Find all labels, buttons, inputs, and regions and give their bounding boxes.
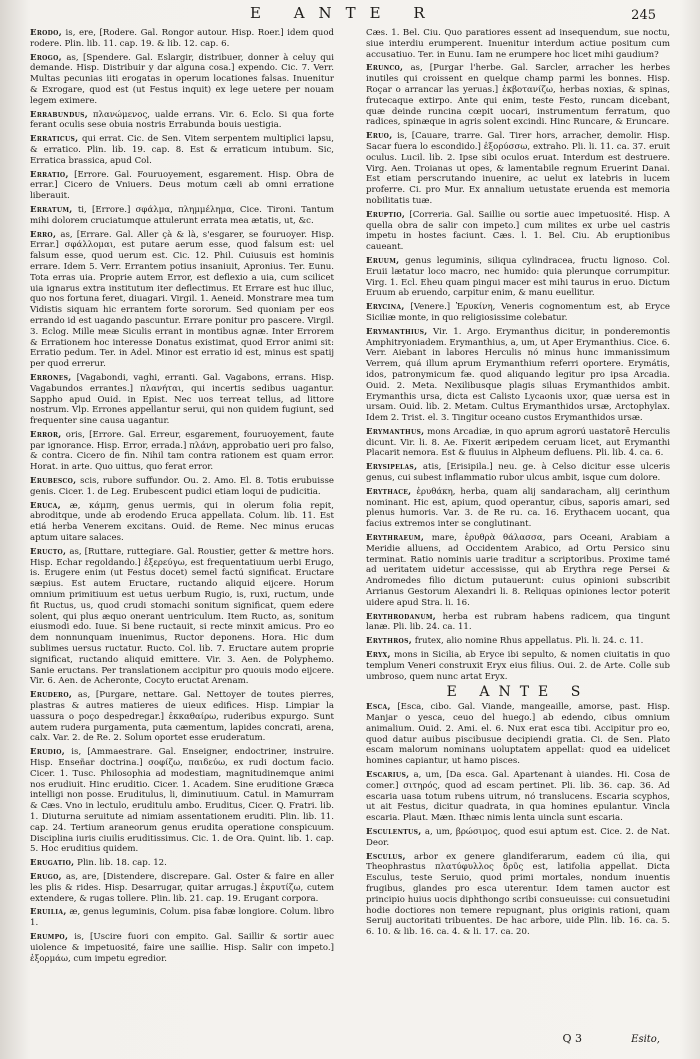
dictionary-entry (366, 650, 670, 682)
entry-headword: Erycina, (366, 302, 405, 313)
dictionary-entry (366, 533, 670, 609)
entry-headword: Erumpo, (30, 931, 69, 942)
dictionary-entry (30, 170, 334, 202)
entry-text: πλανώμενος, ualde errans. Vir. 6. Eclo. Si qua forte ferant oculis sese obuia nostris Errabunda bouis uestigia. (30, 109, 335, 131)
entry-text: [Vagabondi, vaghi, erranti. Gal. Vagabons, errans. Hisp. Vagabundos errantes.] πλανήται, qui incertis sedibus uagantur. Sappho apud Ouid. in Epist. Nec uos terreat tellus, ad littore nostrum. Vlp. Errones appellantur serui, qui non quidem fugiunt, sed frequenter sine causa uagantur. (30, 372, 334, 427)
entry-headword: Erythace, (366, 486, 412, 497)
entry-headword: Esculentus, (366, 826, 422, 837)
entry-headword: Eruptio, (366, 209, 406, 220)
dictionary-entry (366, 702, 670, 767)
entry-text: frutex, alio nomine Rhus appellatus. Pli. li. 24. c. 11. (414, 636, 644, 647)
entry-headword: Erudio, (30, 747, 66, 758)
entry-text: is, [Cauare, trarre. Gal. Tirer hors, arracher, demolir. Hisp. Sacar fuera lo escondido.] ἐξορύσσω, extraho. Pli. li. 11. ca. 37. eruit oculus. Lucil. lib. 2. Ipse sibi oculos eruat. Interdum est destruere. Virg. Aen. Troianas ut opes, & lamentabile regnum Eruerint Danai. Est etiam perscrutando inuenire, ac uelut ex latebris in lucem proferre. Ci. pro Mur. Ex annalium uetustate eruenda est memoria nobilitatis tuæ. (366, 131, 671, 206)
entry-text: is, ere, [Rodere. Gal. Rongor autour. Hisp. Roer.] idem quod rodere. Plin. lib. 11. cap. 19. & lib. 12. cap. 6. (30, 28, 335, 49)
entry-text: [Errore. Gal. Fouruoyement, esgarement. Hisp. Obra de errar.] Cicero de Vniuers. Deus motum cæli ab omni erratione liberauit. (30, 169, 334, 202)
entry-text: as, [Spendere. Gal. Eslargir, distribuer, donner à celuy qui demande. Hisp. Distribuir y dar alguna cosa.] expendo. Cic. 7. Verr. Multas pecunias iiti erogatas in operum locationes falsas. Inuenitur & Exrogare, quod est (ut Festus inquit) ex lege uetere per nouam legem eximere. (30, 52, 335, 106)
dictionary-entry (366, 770, 670, 824)
entry-headword: Erubesco, (30, 476, 77, 487)
dictionary-entry (30, 110, 334, 132)
entry-text: mare, ἐρυθρὰ θάλασσα, pars Oceani, Arabiam a Meridie alluens, ad Occidentem Arabico, ad Ortu Persico sinu terminat. Ratio nominis uarie traditur a scriptoribus. Proxime tamé ad ueritatem uidetur accessisse, qui ab Erythra rege Persei & Andromedes filio dictum putauerunt: cuius opinioni subscribit Arrianus Gestorum Alexandri li. 8. Reliquas opiniones lector poterit uidere apud Stra. li. 16. (366, 533, 670, 608)
dictionary-entry (30, 501, 334, 544)
entry-headword: Erythraeum, (366, 533, 425, 544)
signature-mark: Q 3 (562, 1032, 582, 1045)
entry-text: Plin. lib. 18. cap. 12. (77, 858, 167, 869)
entry-headword: Esca, (366, 702, 391, 713)
dictionary-entry (30, 872, 334, 904)
section-heading: E ANTE S (446, 684, 590, 701)
entry-headword: Erymanthius, (366, 326, 428, 337)
entry-text: ἐρυθάκη, herba, quam alij sandaracham, alij cerinthum nominant. Hic est, apium, quod operantur, cibus, saporis amari, sed plenus humoris. Var. 3. de Re ru. ca. 16. Erythacem uocant, qua facius extremos inter se conglutinant. (366, 486, 670, 530)
dictionary-entry (366, 131, 670, 207)
dictionary-entry (366, 302, 670, 324)
page-number: 245 (631, 8, 656, 23)
dictionary-entry (30, 476, 334, 498)
entry-headword: Erythros, (366, 636, 413, 647)
dictionary-entry (30, 134, 334, 166)
entry-headword: Escarius, (366, 770, 410, 780)
dictionary-entry (366, 852, 670, 938)
right-column (366, 28, 670, 941)
entry-headword: Eruo, (366, 131, 393, 142)
entry-text: as, [Ruttare, ruttegiare. Gal. Roustier, getter & mettre hors. Hisp. Echar regoldando.] ἐξερεύγω, est frequentatiuum uerbi Erugo, is. Erugere enim (ut Festus docet) semel factú significat. Eructare sæpius. Est autem Eructare, ructando aliquid eijcere. Horum omnium primitiuum est uetus uerbum Rugio, is, ruxi, ructum, unde fit Ructus, us, quod crudi stomachi sonitum significat, quem edere solent, qui plus æquo onerant uentriculum. Item Ructo, as, sonitum eiusmodi edo. Iuue. Si bene ructauit, si recte minxit amicus. Pro eo dem nonnunquam inuenimus, Ructor deponens. Hora. Hic dum sublimes uersus ructatur. Ructo. Col. lib. 7. Eructare autem proprie significat, ructando aliquid emittere. Vir. 3. Aen. de Polyphemo. Sanie eructans. Per translationem accipitur pro quouis modo eijcere. Vir. 6. Aen. de Acheronte, Cocyto eructat Arenam. (30, 546, 334, 687)
entry-headword: Erraticus, (30, 134, 79, 145)
entry-text: a, um, [Da esca. Gal. Apartenant à uiandes. Hi. Cosa de comer.] σιτηρός, quod ad escam pertinet. Pli. lib. 36. cap. 36. Ad escaria uasa totum rubens uitrum, nó translucens. Escaria scyphos, ut ait Festus, dicitur quadrata, in qua homines epulantur. Vincla escaria. Plaut. Mæn. Ithæc nimis lenta uincla sunt escaria. (366, 770, 671, 824)
entry-headword: Erratio, (30, 169, 69, 180)
dictionary-entry (366, 28, 670, 60)
entry-text: is, [Uscire fuori con empito. Gal. Saillir & sortir auec uiolence & impetuosité, faire une saillie. Hisp. Salir con impeto.] ἐξορμάω, cum impetu egredior. (30, 931, 334, 964)
dictionary-entry (30, 230, 334, 370)
dictionary-entry (30, 690, 334, 744)
running-head (0, 4, 700, 24)
dictionary-entry (30, 747, 334, 855)
entry-text: a, um, βρώσιμος, quod esui aptum est. Cice. 2. de Nat. Deor. (366, 826, 670, 848)
entry-headword: Erunco, (366, 63, 404, 74)
entry-headword: Erratum, (30, 204, 73, 215)
entry-text: mons Arcadiæ, in quo aprum agrorú uastatorē Herculis dicunt. Vir. li. 8. Ae. Fixerit æripedem ceruam licet, aut Erymanthi Placarit nemora. Est & fluuius in Alpheum defluens. Pli. lib. 4. ca. 6. (366, 426, 670, 459)
dictionary-entry (30, 547, 334, 687)
dictionary-entry (30, 205, 334, 227)
entry-text: atis, [Erisipila.] neu. ge. à Celso dicitur esse ulceris genus, cui subest inflammatio rubor ulcus ambit, isque cum dolore. (366, 462, 671, 484)
entry-headword: Erudero, (30, 690, 73, 701)
dictionary-entry (30, 53, 334, 107)
dictionary-entry (366, 327, 670, 424)
entry-text: [Esca, cibo. Gal. Viande, mangeaille, amorse, past. Hisp. Manjar o yesca, ceuo del huego.] ab edendo, cibus omnium animalium. Ouid. 2. Ami. el. 6. Nux erat esca tibi. Accipitur pro eo, quod datur auibus piscibusue decipiendi gratia. Ci. de Sen. Plato escam malorum nominans uoluptatem appellat: quod ea uidelicet homines capiantur, ut hamo pisces. (366, 702, 670, 767)
dictionary-entry (30, 373, 334, 427)
entry-text: ti, [Errore.] σφάλμα, πλημμέλημα, Cice. Tironi. Tantum mihi dolorem cruciatumque attulerunt errata mea ætatis, ut, &c. (30, 204, 334, 226)
entry-headword: Esculus, (366, 851, 406, 862)
catchword: Esito, (631, 1034, 660, 1045)
entry-headword: Error, (30, 429, 62, 440)
entry-headword: Eruca, (30, 500, 61, 511)
entry-headword: Eruum, (366, 255, 400, 266)
entry-text: [Correria. Gal. Saillie ou sortie auec impetuosité. Hisp. A quella obra de salir con impeto.] cum milites ex urbe uel castris impetu in hostes faciunt. Cæs. l. 1. Bel. Ciu. Ab eruptionibus caueant. (366, 209, 670, 253)
entry-text: mons in Sicilia, ab Eryce ibi sepulto, & nomen ciuitatis in quo templum Veneri construxit Eryx eius filius. Oui. 2. de Arte. Colle sub umbroso, quem nunc artat Eryx. (366, 650, 671, 682)
entry-text: scis, rubore suffundor. Ou. 2. Amo. El. 8. Totis erubuisse genis. Cicer. 1. de Leg. Erubescent pudici etiam loqui de pudicitia. (30, 476, 334, 497)
dictionary-entry (30, 28, 334, 50)
entry-headword: Errabundus, (30, 109, 89, 120)
entry-text: is, [Ammaestrare. Gal. Enseigner, endoctriner, instruire. Hisp. Enseñar doctrina.] σοφίζω, παιδεύω, ex rudi doctum facio. Cicer. 1. Tusc. Philosophia ad modestiam, magnitudinemque animi nos erudiuit. Hinc eruditio. Cicer. 1. Academ. Sine eruditione Græca intelligi non posse. Eruditulus, li, diminutiuum. Catul. in Mamurram & Cæs. Vno in lectulo, eruditulu ambo. Eruditus, Cicer. Q. Fratri. lib. 1. Diuturna seruitute ad nimiam assentationem eruditi. Plin. lib. 11. cap. 24. Tertium araneorum genus erudita operatione conspicuum. Disciplina iuris ciuilis eruditissimus. Cic. 1. de Ora. Quint. lib. 1. cap. 5. Hoc eruditius quidem. (30, 747, 335, 855)
dictionary-entry (366, 256, 670, 299)
dictionary-entry (366, 827, 670, 849)
dictionary-entry (366, 63, 670, 128)
dictionary-entry (30, 430, 334, 473)
entry-text: oris, [Errore. Gal. Erreur, esgarement, fouruoyement, faute par ignorance. Hisp. Error, errada.] πλάνη, approbatio ueri pro falso, & contra. Cicero de fin. Nihil tam contra rationem est quam error. Horat. in arte. Quo uittus, quo ferat error. (30, 429, 334, 473)
running-head-title: E ANTE R (250, 4, 439, 22)
dictionary-entry (366, 612, 670, 634)
dictionary-entry (366, 487, 670, 530)
dictionary-entry (366, 210, 670, 253)
entry-headword: Erogo, (30, 52, 62, 63)
dictionary-entry (366, 427, 670, 459)
entry-text: æ, κάμπη, genus uermis, qui in olerum folia repit, abroditque, unde ab erodendo Eruca appellata. Colum. lib. 11. Est etiá herba Venerem excitans. Ouid. de Reme. Nec minus erucas aptum uitare salaces. (30, 500, 334, 544)
entry-text: æ, genus leguminis, Colum. pisa fabæ longiore. Colum. libro 1. (30, 907, 334, 929)
entry-headword: Eructo, (30, 546, 67, 557)
entry-text: as, [Errare. Gal. Aller çà & là, s'esgarer, se fouruoyer. Hisp. Errar.] σφάλλομαι, est putare aerum esse, quod falsum est: uel falsum esse, quod uerum est. Cic. 12. Phil. Cuiusuis est hominis errare. Idem 5. Verr. Errantem potius insaniuit, Apronius. Ter. Eunu. Tota erras uia. Proprie autem Error, est deflexio a uia, cum scilicet uia ignarus extra institutum iter deflectimus. Et Errare est huc illuc, quo nos fortuna feret, diuagari. Virgil. 1. Aeneid. Monstrare mea tum Vidistis siquam hic errantem forte sororum. Sed quoniam per eos errando id est uagando pascuntur. Errare ponitur pro pascere. Virgil. 3. Eclog. Mille meæ Siculis errant in montibus agnæ. Inter Errorem & Errationem hoc interesse Donatus existimat, quod Error animi sit: Erratio pedum. Ter. in Adel. Minor est erratio id est, minus est spatij per quod errerur. (30, 229, 335, 370)
entry-text: Cæs. 1. Bel. Ciu. Quo paratiores essent ad insequendum, sue noctu, siue interdiu erumperent. Inuenitur interdum actiue positum cum accusatiuo. Ter. in Eunu. Iam ne erumpere hoc licet mihi gaudium? (366, 28, 670, 60)
dictionary-entry (366, 462, 670, 484)
entry-text: herba est rubram habens radicem, qua tingunt lanæ. Pli. lib. 24. ca. 11. (366, 611, 670, 633)
entry-text: genus leguminis, siliqua cylindracea, fructu lignoso. Col. Eruii lætatur loco macro, nec humido: quia plerunque corrumpitur. Virg. 1. Ecl. Eheu quam pingui macer est mihi taurus in eruo. Dictum Eruum ab eruendo, carpitur enim, & manu euellitur. (366, 255, 670, 299)
entry-headword: Erythrodanum, (366, 611, 437, 622)
left-column (30, 28, 334, 967)
entry-headword: Errones, (30, 372, 72, 383)
entry-headword: Erodo, (30, 28, 62, 38)
entry-headword: Erugo, (30, 871, 62, 882)
entry-text: arbor ex genere glandiferarum, eadem cú ilia, qui Theophrastus πλατύφυλλος δρῦς est, latifolia appellat. Dicta Esculus, teste Seruio, quod primi mortales, nondum inuentis frugibus, glandes pro esca uterentur. Idem tamen auctor est principio huius uocis diphthongo scribi consueuisse: cui consuetudini hodie doctiores non temere repugnant, plus originis rationi, quam Seruij auctoritati tribuentes. De hac arbore, uide Plin. lib. 16. ca. 5. 6. 10. & lib. 16. ca. 4. & li. 17. ca. 20. (366, 851, 671, 938)
entry-text: as, are, [Distendere, discrepare. Gal. Oster & faire en aller les plis & rides. Hisp. Desarrugar, quitar arrugas.] ἐκρυτίζω, cutem extendere, & rugas tollere. Plin. lib. 21. cap. 19. Erugant corpora. (30, 871, 334, 904)
entry-text: Vir. 1. Argo. Erymanthus dicitur, in ponderemontis Amphitryoniadem. Erymanthius, a, um, ut Aper Erymanthius. Cice. 6. Verr. Aiebant in labores Herculis nó minus hunc immanissimum Verrem, quá illum aprum Erymanthium referri oportere. Erymátis, idos, patronymicum fæ. quod aliquando legitur pro ipsa Arcadia. Ouid. 2. Meta. Nexilibusque plagis siluas Erymanthidos ambit. Erymanthis ursa, dicta est Calisto Lycaonis uxor, quæ uersa est in ursam. Ouid. lib. 2. Metam. Cultus Erymanthidos ursæ, Arctophylax. Idem 2. Trist. el. 3. Tingitur oceano custos Erymanthidos ursæ. (366, 326, 670, 424)
entry-headword: Erymanthus, (366, 426, 425, 437)
entry-headword: Erro, (30, 229, 57, 240)
entry-text: qui errat. Cic. de Sen. Vitem serpentem multiplici lapsu, & erratico. Plin. lib. 19. cap. 8. Est & erraticum intubum. Sic, Erratica brassica, apud Col. (30, 134, 335, 166)
entry-headword: Erysipelas, (366, 462, 418, 473)
dictionary-entry (30, 932, 334, 964)
dictionary-entry (30, 907, 334, 929)
entry-text: as, [Purgar l'herbe. Gal. Sarcler, arracher les herbes inutiles qui croissent en quelque champ parmi les bonnes. Hisp. Roçar o arrancar las yeruas.] ἐκβοτανίζω, herbas noxias, & spinas, frutecaque extirpo. Ante qui enim, teste Festo, runcam dicebant, quæ deinde runcina cœpit uocari, instrumentum ferratum, quo radices, spinæque in agris solent excindi. Hinc Runcare, & Eruncare. (366, 63, 670, 128)
entry-text: as, [Purgare, nettare. Gal. Nettoyer de toutes pierres, plastras & autres matieres de uieux edifices. Hisp. Limpiar la uassura o poço despedregar.] ἐκκαθαίρω, ruderibus expurgo. Sunt autem rudera purgamenta, puta cæmentum, lapides concrati, arena, calx. Var. 2. de Re. 2. Solum oportet esse eruderatum. (30, 690, 334, 744)
dictionary-entry (366, 636, 670, 647)
entry-headword: Eryx, (366, 650, 391, 661)
entry-text: [Venere.] Ἐρυκίνη, Veneris cognomentum est, ab Eryce Siciliæ monte, in quo religiosissime colebatur. (366, 302, 671, 323)
entry-headword: Erugatio, (30, 858, 75, 869)
entry-headword: Eruilia, (30, 907, 67, 918)
dictionary-entry (30, 858, 334, 869)
